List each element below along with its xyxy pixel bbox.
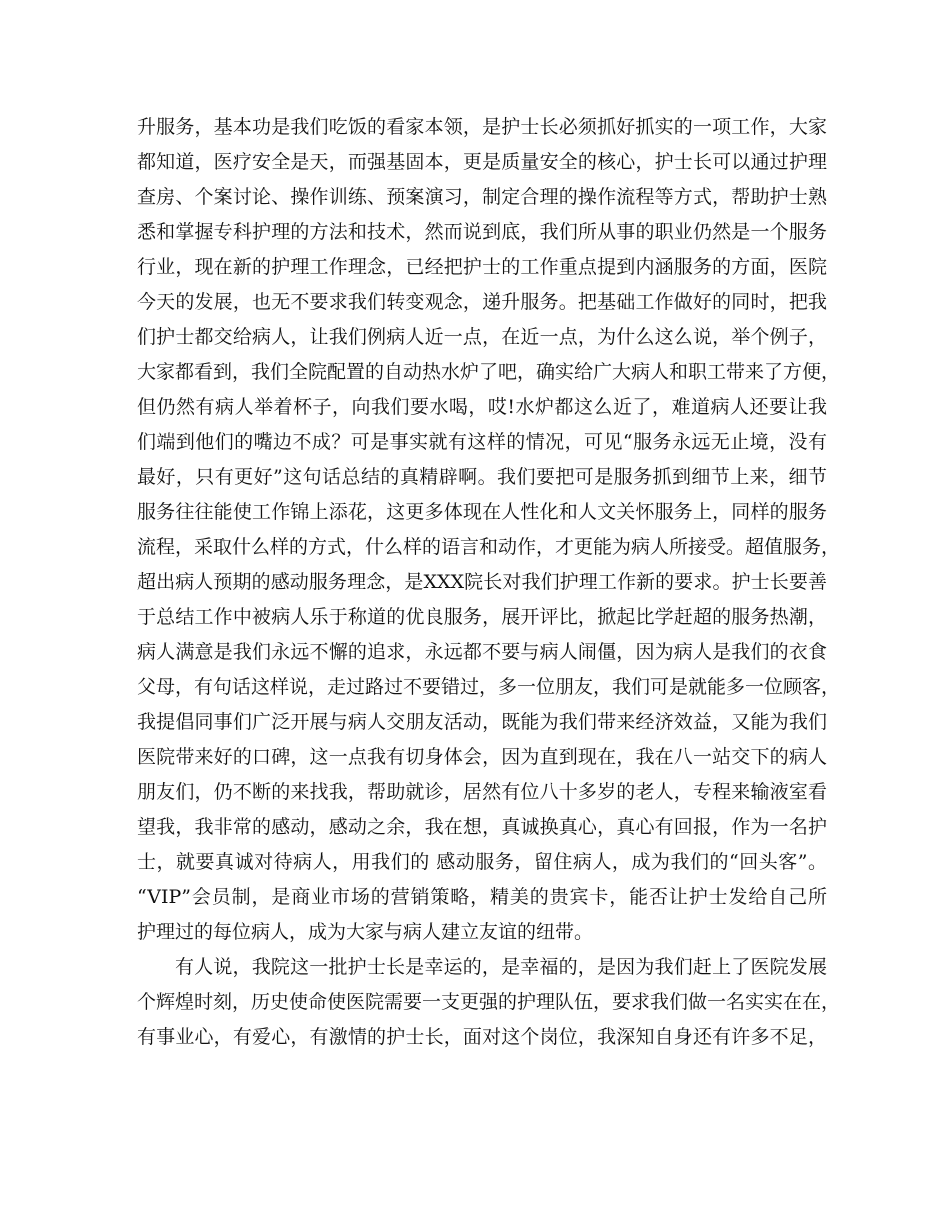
text-line: 们护士都交给病人，让我们例病人近一点，在近一点，为什么这么说，举个例子， [137,326,827,348]
text-line: 父母，有句话这样说，走过路过不要错过，多一位朋友，我们可是就能多一位顾客， [137,676,841,698]
text-line: “VIP”会员制，是商业市场的营销策略，精美的贵宾卡，能否让护士发给自己所 [137,886,827,908]
text-line: 大家都看到，我们全院配置的自动热水炉了吧，确实给广大病人和职工带来了方便， [137,361,841,383]
paragraph-1 [137,110,841,950]
paragraph-2 [137,950,841,1055]
text-line: 医院带来好的口碑，这一点我有切身体会，因为直到现在，我在八一站交下的病人 [137,746,827,768]
text-line: 最好，只有更好”这句话总结的真精辟啊。我们要把可是服务抓到细节上来，细节 [137,466,827,488]
text-line: 我提倡同事们广泛开展与病人交朋友活动，既能为我们带来经济效益，又能为我们 [137,711,827,733]
text-line: 查房、个案讨论、操作训练、预案演习，制定合理的操作流程等方式，帮助护士熟 [137,186,827,208]
text-line: 护理过的每位病人，成为大家与病人建立友谊的纽带。 [137,921,594,943]
text-line: 于总结工作中被病人乐于称道的优良服务，展开评比，掀起比学赶超的服务热潮， [137,606,827,628]
text-line: 服务往往能使工作锦上添花，这更多体现在人性化和人文关怀服务上，同样的服务 [137,501,827,523]
text-line: 朋友们，仍不断的来找我，帮助就诊，居然有位八十多岁的老人，专程来输液室看 [137,781,827,803]
text-line: 升服务，基本功是我们吃饭的看家本领，是护士长必须抓好抓实的一项工作，大家 [137,116,827,138]
text-line: 行业，现在新的护理工作理念，已经把护士的工作重点提到内涵服务的方面，医院 [137,256,827,278]
text-line: 今天的发展，也无不要求我们转变观念，递升服务。把基础工作做好的同时，把我 [137,291,827,313]
text-line: 病人满意是我们永远不懈的追求，永远都不要与病人闹僵，因为病人是我们的衣食 [137,641,827,663]
text-line: 个辉煌时刻，历史使命使医院需要一支更强的护理队伍，要求我们做一名实实在在， [137,991,841,1013]
text-line: 都知道，医疗安全是天，而强基固本，更是质量安全的核心，护士长可以通过护理 [137,151,827,173]
text-line: 有事业心，有爱心，有激情的护士长，面对这个岗位，我深知自身还有许多不足， [137,1026,827,1048]
text-line: 超出病人预期的感动服务理念，是XXX院长对我们护理工作新的要求。护士长要善 [137,571,827,593]
text-line: 悉和掌握专科护理的方法和技术，然而说到底，我们所从事的职业仍然是一个服务 [137,221,827,243]
text-line: 士，就要真诚对待病人，用我们的 感动服务，留住病人，成为我们的“回头客”。 [137,851,827,873]
text-line: 流程，采取什么样的方式，什么样的语言和动作，才更能为病人所接受。超值服务， [137,536,841,558]
text-line: 们端到他们的嘴边不成？可是事实就有这样的情况，可见“服务永远无止境，没有 [137,431,827,453]
text-line: 但仍然有病人举着杯子，向我们要水喝，哎!水炉都这么近了，难道病人还要让我 [137,396,827,418]
text-line: 望我，我非常的感动，感动之余，我在想，真诚换真心，真心有回报，作为一名护 [137,816,827,838]
text-line: 有人说，我院这一批护士长是幸运的，是幸福的，是因为我们赶上了医院发展 [175,956,827,978]
document-body [137,110,841,1055]
